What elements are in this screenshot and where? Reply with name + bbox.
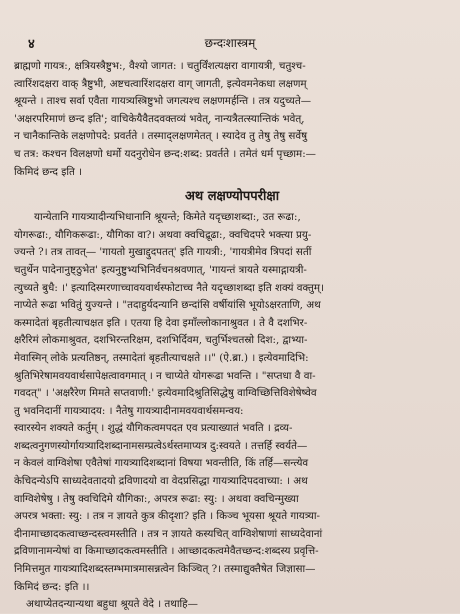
text-line: न केवलं वाग्विशेषा एवैतेषां गायत्र्यादिशब्दानां विषया भवन्तीति, किं तर्हि—सन्त्येव bbox=[14, 457, 309, 470]
text-line: वाग्विशेषेषु । तेषु क्वचिदिमे यौगिका:, अपरत्र रूढा: स्यु: । अथवा क्वचिन्मुख्या bbox=[14, 492, 299, 505]
text-line: अपरत्र भक्ता: स्यु: । तत्र न ज्ञायते कुत्र कीदृशा? इति । किञ्च भूयसा श्रूयते गायत्र्या- bbox=[14, 510, 321, 523]
page-number: ४ bbox=[28, 37, 35, 52]
text-line: स्वारस्येन शक्यते कर्तुम् । शुद्धं यौगिकत्वमपदत एव प्रत्याख्यातं भवति । द्रव्य- bbox=[14, 422, 293, 435]
paragraph-1 bbox=[14, 58, 450, 181]
text-line: च तत्र: कश्चन विलक्षणो धर्मो यदनुरोधेन छन्द:शब्द: प्रवर्तते । तमेतं धर्म पृच्छाम:— bbox=[14, 147, 316, 160]
text-line: मेवास्मिन् लोके प्रत्यतिष्ठन्, तस्मादेतां बृहतीत्याचक्षते ।।" (ऐ.ब्रा.) । इत्येवमादिभि: bbox=[14, 351, 309, 364]
text-line: दीनामाच्छादकत्वाच्छन्दस्त्वमस्तीति । तत्र न ज्ञायते कस्यचित् वाग्विशेषाणां साध्यदेवानां bbox=[14, 527, 323, 540]
page-header bbox=[0, 34, 460, 54]
text-line: 'अक्षरपरिमाणं छन्द इति'; वाचिकेयैवैतदवक्तव्यं भवेत्, नान्यत्रैतत्स्यान्तिकं भवेत्, bbox=[14, 112, 305, 125]
text-line: त्वारिंशदक्षरा वाक् त्रैष्टुभी, अष्टचत्वारिंशदक्षरा वाग् जागती, इत्येवमनेकधा लक्षणम् bbox=[14, 77, 307, 90]
page-body bbox=[14, 58, 450, 614]
running-title: छन्दःशास्त्रम् bbox=[204, 36, 256, 50]
text-line: त्युच्यते बुधै: ।' इत्यादिस्मरणाच्चावयवार्थस्फोटाच्च नैते यदृच्छाशब्दा इति शक्यं वक्तुम्। bbox=[14, 281, 324, 294]
text-line: ज्यन्ते ?। तत्र तावत्— 'गायतो मुखाद्दुदपतत्' इति गायत्री:, 'गायत्रीमेव त्रिपदां सतीं bbox=[14, 246, 312, 259]
text-line: कस्मादेतां बृहतीत्याचक्षत इति । एतया हि देवा इमाँल्लोकानाश्रुवत । ते वै दशभिर- bbox=[14, 316, 308, 329]
text-line: योगरूढा:, यौगिकरूढा:, यौगिका वा?। अथवा क्वचिद्रूढा:, क्वचिदपरे भक्त्या प्रयु- bbox=[14, 228, 312, 241]
text-line: ब्राह्मणो गायत्र:, क्षत्रियस्त्रैष्टुभ:, वैश्यो जागत: । चतुर्विंशत्यक्षरा वागायत्री, चतुश्च- bbox=[14, 60, 306, 72]
text-line: चतुर्थेन पादेनानुष्ट्ठुभेत' इत्यनुष्टुभ्यभिनिर्वचनश्रवणात्, 'गायन्तं त्रायते यस्माद्गायत्री- bbox=[14, 263, 307, 276]
text-line: नाप्येते रूढा भवितुं युज्यन्ते । "तदाहुर्यदन्यानि छन्दांसि वर्षीयांसि भूयोऽक्षरताणि, अथ bbox=[14, 299, 321, 312]
closing-line: अथाप्येतदन्यान्यथा बहुधा श्रूयते वेदे । तथाहि— bbox=[26, 598, 198, 611]
text-line: द्रविणानामन्येषां वा किमाच्छादकत्वमस्तीति । आच्छादकत्वमेवैतच्छन्द:शब्दस्य प्रवृत्ति- bbox=[14, 545, 319, 558]
text-line: श्रुतिभिरेषामवयवार्थसापेक्षत्वावगमात् । न चाप्येते योगरूढा भवन्ति । "सप्तधा वै वा- bbox=[14, 369, 316, 382]
text-line: केचिदन्येऽपि साध्यदेवतादयो द्रविणादयो वा वेदप्रसिद्धा गायत्र्यादिपदवाच्या: । अथ bbox=[14, 475, 308, 488]
text-line: किमिदं छन्द इति । bbox=[14, 165, 83, 178]
text-line: तु भवनिदानीं गायत्र्यादय: । नैतेषु गायत्र्यादीनामवयवार्थसमन्वय: bbox=[14, 404, 244, 417]
text-line: निमित्तमुत गायत्र्यादिशब्दस्तम्भमात्रमासन्नत्वेन किञ्चित् ?। तस्माद्युक्तैषेत जिज्ञासा— bbox=[14, 563, 316, 576]
text-line: न चानैकान्तिके लक्षणोपदे: प्रवर्तते । तस्माद्लक्षणमेतत् । स्यादेव तु तेषु तेषु सर्वेषु bbox=[14, 130, 308, 143]
text-line: किमिदं छन्द: इति ।। bbox=[14, 580, 90, 593]
text-line: गवदत्" । 'अक्षरैरेण मिमते सप्तवाणी:' इत्येवमादिश्रुतिसिद्धेषु वाग्विच्छित्तिविशेषेष्वेव bbox=[14, 387, 317, 400]
section-heading: अथ लक्षण्योपपरीक्षा bbox=[184, 189, 280, 205]
text-line: यान्येतानि गायत्र्यादीन्यभिधानानि श्रूयन्ते; किमेते यदृच्छाशब्दा:, उत रूढा:, bbox=[34, 211, 301, 224]
text-line: शब्दत्वनुगणस्योर्गायत्र्यादिशब्दानामसम्प्रत्वेऽर्थस्तमाप्यत्र दु:स्वयते । तत्तर्हि स्वर्यते— bbox=[14, 439, 308, 452]
text-line: श्रूयन्ते । ताश्च सर्वा एवैता गायत्र्यस्त्रिष्टुभो जगत्यश्च लक्षणमर्हन्ति । तत्र यदुच्यते— bbox=[14, 95, 312, 108]
paragraph-2 bbox=[14, 209, 450, 596]
text-line: क्षरैरिमं लोकमाश्रुवत, दशभिरन्तरिक्षम, दशभिर्दिवम, चतुर्भिश्चतस्रो दिश:, द्वाभ्या- bbox=[14, 334, 308, 347]
